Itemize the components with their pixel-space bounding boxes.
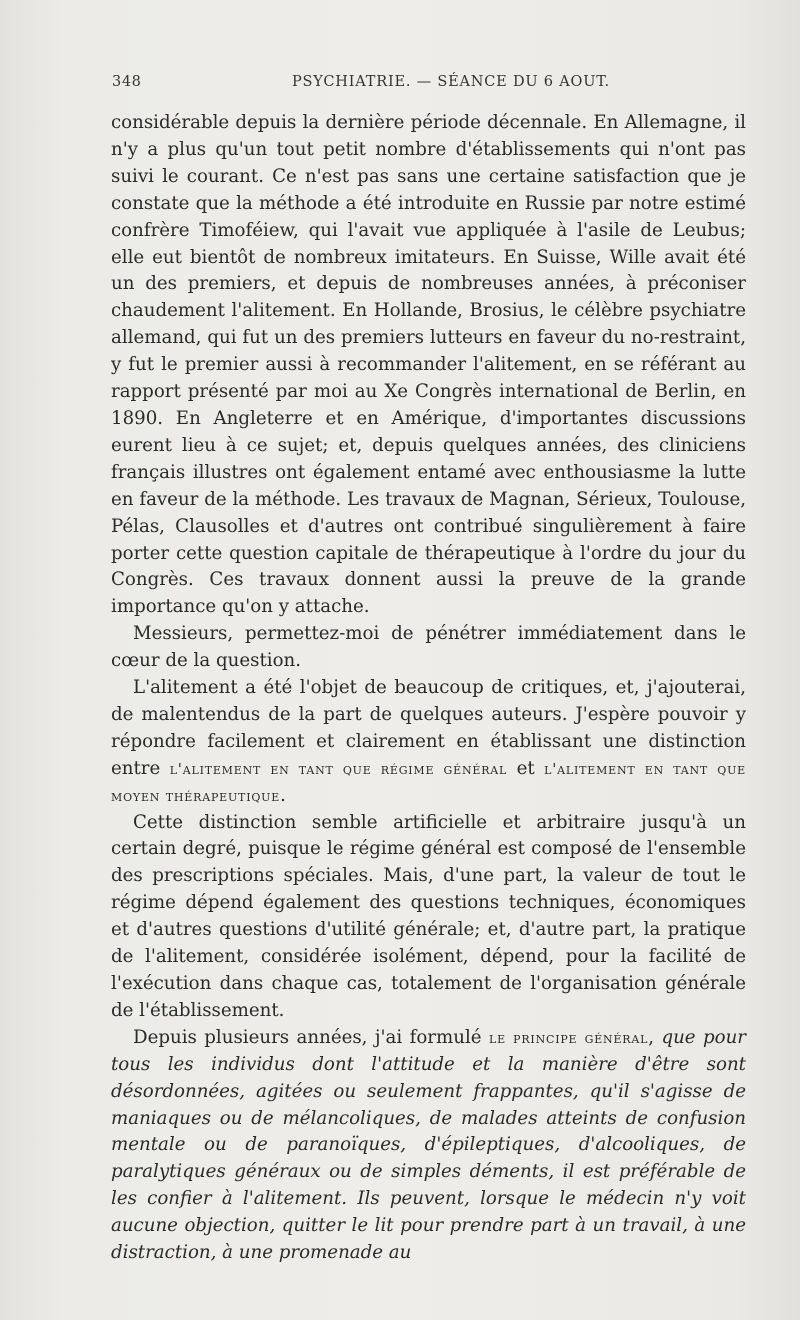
principe-general: le principe général <box>488 1028 649 1047</box>
paragraph-2: Messieurs, permettez-moi de pénétrer immédiatement dans le cœur de la question. <box>111 623 746 672</box>
paragraph-5: Depuis plusieurs années, j'ai formulé le principe général, que pour tous les individus dont l'attitude et la manière d'être sont désordonnées, agitées ou seulement frappantes, qu'il s'agisse de maniaques ou de mélancoliques, de malades atteints de confusion mentale ou de paranoïques, d'épileptiques, d'alcooliques, de paralytiques généraux ou de simples déments, il est préférable de les confier à l'alitement. Ils peuvent, lorsque le médecin n'y voit aucune objection, quitter le lit pour prendre part à un travail, à une distraction, à une promenade au <box>111 1026 746 1264</box>
page-number: 348 <box>112 74 142 90</box>
alitement-moyen-therapeutique: l'alitement en tant que moyen thérapeutique <box>111 759 746 805</box>
running-header <box>112 74 752 96</box>
paragraph-4: Cette distinction semble artificielle et arbitraire jusqu'à un certain degré, puisque le régime général est composé de l'ensemble des prescriptions spéciales. Mais, d'une part, la valeur de tout le régime dépend également des questions techniques, économiques et d'autres questions d'utilité générale; et, d'autre part, la pratique de l'alitement, considérée isolément, dépend, pour la facilité de l'exécution dans chaque cas, totalement de l'organisation générale de l'établissement. <box>111 811 746 1021</box>
paragraph-5-start: Depuis plusieurs années, j'ai formulé <box>133 1026 482 1048</box>
paragraph-5-italic: que pour tous les individus dont l'attitude et la manière d'être sont désordonnées, agitées ou seulement frappantes, qu'il s'agisse de maniaques ou de mélancoliques, de malades atteints de confusion mentale ou de paranoïques, d'épileptiques, d'alcooliques, de paralytiques généraux ou de simples déments, il est préférable de les confier à l'alitement. Ils peuvent, lorsque le médecin n'y voit aucune objection, quitter le lit pour prendre part à un travail, à une distraction, à une promenade au <box>111 1026 746 1264</box>
running-title: PSYCHIATRIE. — SÉANCE DU 6 AOUT. <box>292 74 610 90</box>
paragraph-3 <box>111 675 746 810</box>
paragraph-1: considérable depuis la dernière période décennale. En Allemagne, il n'y a plus qu'un tout petit nombre d'établissements qui n'ont pas suivi le courant. Ce n'est pas sans une certaine satisfaction que je constate que la méthode a été introduite en Russie par notre estimé confrère Timoféiew, qui l'avait vue appliquée à l'asile de Leubus; elle eut bientôt de nombreux imitateurs. En Suisse, Wille avait été un des premiers, et depuis de nombreuses années, à préconiser chaudement l'alitement. En Hollande, Brosius, le célèbre psychiatre allemand, qui fut un des premiers lutteurs en faveur du no-restraint, y fut le premier aussi à recommander l'alitement, en se référant au rapport présenté par moi au Xe Congrès international de Berlin, en 1890. En Angleterre et en Amérique, d'importantes discussions eurent lieu à ce sujet; et, depuis quelques années, des cliniciens français illustres ont également entamé avec enthousiasme la lutte en faveur de la méthode. Les travaux de Magnan, Sérieux, Toulouse, Pélas, Clausolles et d'autres ont contribué singulièrement à faire porter cette question capitale de thérapeutique à l'ordre du jour du Congrès. Ces travaux donnent aussi la preuve de la grande importance qu'on y attache. <box>111 112 746 618</box>
paragraph-3-start: L'alitement a été l'objet de beaucoup de critiques, et, j'ajouterai, de malentendus de la part de quelques auteurs. J'espère pouvoir y répondre facilement et clairement en établissant une distinction entre <box>111 677 746 779</box>
conjunction-et: et <box>516 757 535 779</box>
paragraph-3-end: . <box>280 784 286 806</box>
alitement-regime-general: l'alitement en tant que régime général <box>169 759 508 778</box>
body-text <box>111 110 746 1267</box>
